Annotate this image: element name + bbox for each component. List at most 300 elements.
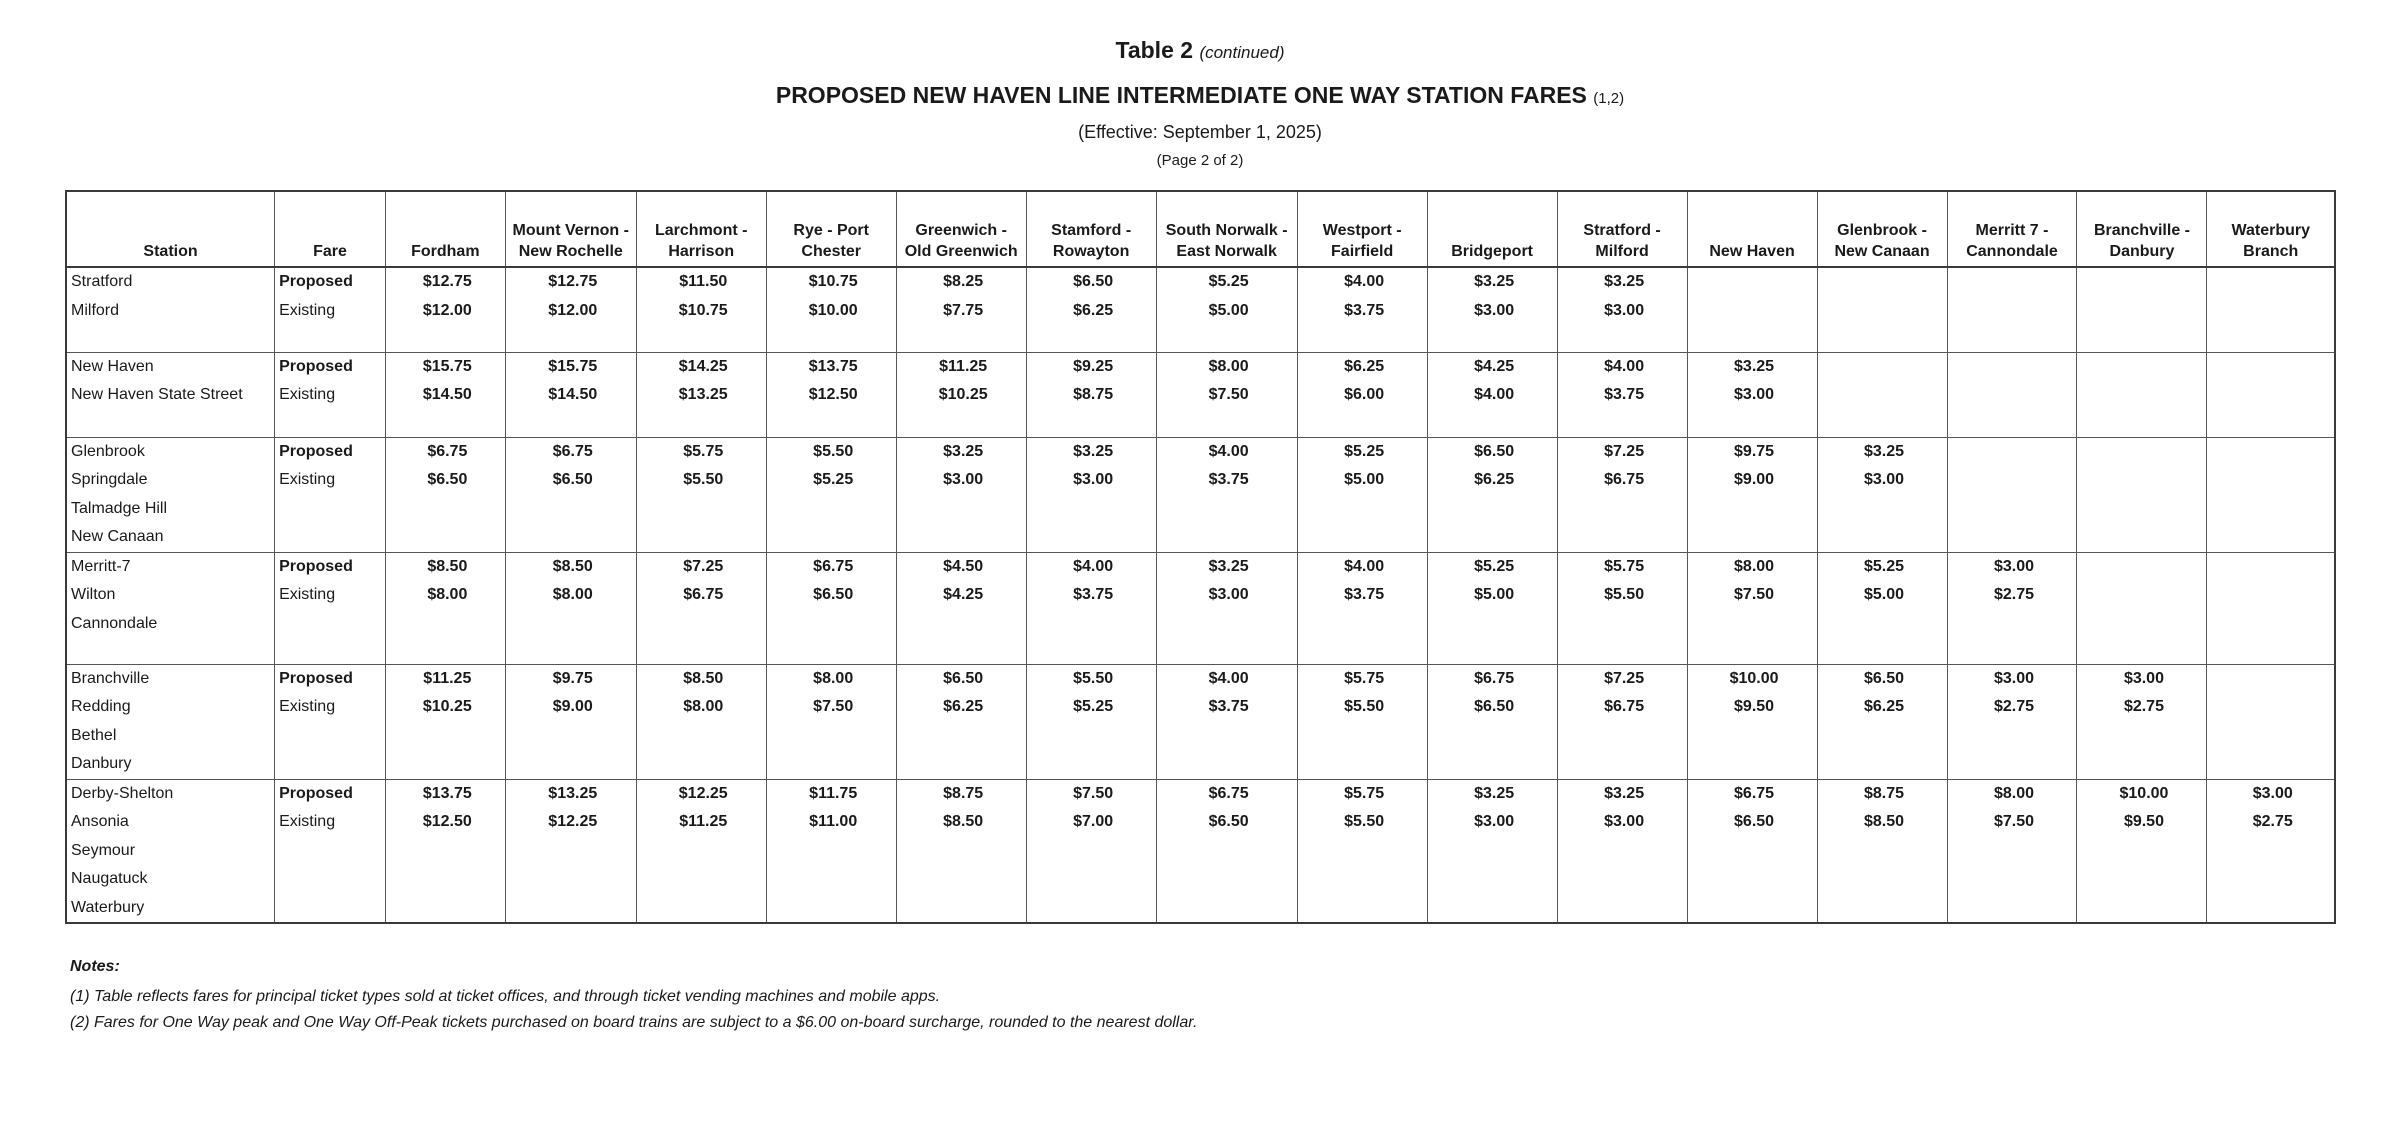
proposed-fare: $12.75 (548, 273, 598, 290)
notes (70, 954, 1197, 1036)
column-header: Bridgeport (1427, 191, 1557, 267)
proposed-fare: $8.50 (427, 557, 468, 575)
fare-type-label: Proposed (279, 784, 353, 802)
proposed-fare: $7.50 (1073, 784, 1114, 802)
proposed-fare: $3.25 (1208, 557, 1249, 575)
proposed-fare: $5.25 (1344, 442, 1385, 460)
table-header (0, 34, 2400, 173)
fare-value-cell (636, 437, 766, 552)
fare-type-cell (275, 779, 386, 923)
fare-value-cell (1817, 352, 1947, 437)
existing-fare: $3.00 (1208, 586, 1249, 603)
existing-fare: $3.75 (1344, 301, 1385, 319)
station-name: Derby-Shelton (71, 784, 174, 802)
proposed-fare: $8.50 (683, 669, 724, 687)
existing-fare: $6.75 (1604, 471, 1645, 488)
existing-fare: $4.25 (943, 586, 984, 603)
existing-fare: $3.00 (1604, 301, 1645, 319)
proposed-fare: $7.25 (683, 557, 724, 575)
existing-fare: $5.25 (1073, 698, 1114, 715)
existing-fare: $5.50 (1344, 698, 1385, 715)
existing-fare (2081, 381, 2206, 410)
fare-value-cell (1026, 664, 1156, 779)
fare-value-cell (766, 552, 896, 664)
proposed-fare: $4.25 (1474, 357, 1515, 375)
existing-fare: $6.50 (552, 471, 593, 488)
proposed-fare (2081, 353, 2206, 382)
existing-fare: $6.00 (1344, 386, 1385, 403)
fare-value-cell (1947, 552, 2077, 664)
column-header: Glenbrook - New Canaan (1817, 191, 1947, 267)
existing-fare: $3.00 (1474, 813, 1515, 830)
fare-type-label: Proposed (279, 442, 353, 460)
fare-value-cell (1947, 352, 2077, 437)
proposed-fare: $3.00 (1993, 669, 2035, 687)
station-name: New Canaan (71, 528, 164, 545)
column-header: Merritt 7 - Cannondale (1947, 191, 2077, 267)
proposed-fare: $4.00 (1073, 557, 1114, 575)
existing-fare: $13.25 (678, 386, 728, 403)
fare-type-label: Proposed (279, 557, 353, 575)
fare-value-cell (896, 267, 1026, 352)
fare-type-label: Proposed (279, 357, 353, 375)
column-header: Stamford - Rowayton (1026, 191, 1156, 267)
proposed-fare: $8.75 (943, 784, 984, 802)
table-number: Table 2 (1115, 37, 1194, 63)
proposed-fare: $6.75 (1208, 784, 1249, 802)
proposed-fare (2211, 438, 2334, 467)
existing-fare: $6.25 (943, 698, 984, 715)
fare-value-cell (1026, 552, 1156, 664)
fare-value-cell (636, 664, 766, 779)
existing-fare: $5.50 (683, 471, 724, 488)
existing-fare: $3.75 (1073, 586, 1114, 603)
station-cell (66, 552, 275, 664)
fare-value-cell (1557, 352, 1687, 437)
fare-value-cell (1156, 552, 1297, 664)
fare-value-cell (2077, 664, 2207, 779)
notes-heading: Notes: (70, 958, 120, 975)
proposed-fare: $6.75 (427, 442, 468, 460)
fare-value-cell (1557, 779, 1687, 923)
existing-fare: $6.25 (1073, 301, 1114, 319)
fare-type-label: Proposed (279, 669, 353, 687)
fare-value-cell (896, 437, 1026, 552)
existing-fare: $7.50 (1734, 586, 1775, 603)
table-title-text: PROPOSED NEW HAVEN LINE INTERMEDIATE ONE WAY STATION FARES (775, 82, 1587, 108)
station-name: Cannondale (71, 614, 158, 632)
proposed-fare: $5.50 (813, 442, 854, 460)
fares-table (65, 190, 2336, 924)
existing-fare: $6.50 (427, 471, 468, 488)
proposed-fare (2081, 438, 2206, 467)
proposed-fare: $9.75 (552, 669, 593, 687)
effective-date: (Effective: September 1, 2025) (1078, 122, 1322, 142)
column-header: Waterbury Branch (2207, 191, 2335, 267)
existing-fare: $12.25 (548, 813, 598, 830)
existing-fare: $3.75 (1344, 586, 1385, 603)
footnote-refs: (1,2) (1593, 90, 1625, 107)
fare-value-cell (1687, 267, 1817, 352)
existing-fare: $6.75 (683, 586, 724, 603)
column-header: Westport - Fairfield (1297, 191, 1427, 267)
existing-fare: $6.50 (813, 586, 854, 603)
fare-group-row (66, 267, 2335, 352)
column-header: Greenwich - Old Greenwich (896, 191, 1026, 267)
proposed-fare: $3.25 (943, 442, 984, 460)
existing-fare: $5.00 (1864, 586, 1905, 603)
proposed-fare: $4.00 (1208, 442, 1249, 460)
station-name: Merritt-7 (71, 557, 131, 575)
station-name: Branchville (71, 669, 150, 687)
fare-type-label: Existing (279, 698, 336, 715)
proposed-fare: $6.50 (1864, 669, 1905, 687)
column-header: New Haven (1687, 191, 1817, 267)
fare-value-cell (1687, 552, 1817, 664)
existing-fare: $2.75 (2123, 698, 2164, 715)
column-header: Fare (275, 191, 386, 267)
fare-value-cell (636, 552, 766, 664)
proposed-fare (2211, 353, 2334, 382)
fare-type-cell (275, 267, 386, 352)
fare-value-cell (1817, 779, 1947, 923)
proposed-fare: $6.50 (1474, 442, 1515, 460)
proposed-fare: $9.25 (1073, 357, 1114, 375)
existing-fare: $6.25 (1474, 471, 1515, 488)
existing-fare (2081, 466, 2206, 495)
proposed-fare: $7.25 (1604, 669, 1645, 687)
fare-type-label: Existing (279, 386, 336, 403)
fare-value-cell (505, 267, 636, 352)
proposed-fare: $12.75 (422, 273, 472, 290)
column-header: Station (66, 191, 275, 267)
fare-value-cell (896, 779, 1026, 923)
fare-value-cell (766, 779, 896, 923)
station-cell (66, 267, 275, 352)
proposed-fare: $3.00 (2123, 669, 2164, 687)
existing-fare (2211, 466, 2334, 495)
fare-value-cell (1297, 437, 1427, 552)
existing-fare: $7.00 (1073, 813, 1114, 830)
existing-fare: $14.50 (422, 386, 472, 403)
existing-fare: $6.50 (1734, 813, 1775, 830)
existing-fare: $3.75 (1208, 471, 1249, 488)
proposed-fare: $7.25 (1604, 442, 1645, 460)
fare-value-cell (385, 352, 505, 437)
fare-value-cell (766, 664, 896, 779)
fare-type-cell (275, 437, 386, 552)
fares-body (66, 267, 2335, 923)
column-header: Rye - Port Chester (766, 191, 896, 267)
column-header: Mount Vernon - New Rochelle (505, 191, 636, 267)
proposed-fare: $14.25 (678, 357, 728, 375)
existing-fare: $9.50 (1734, 698, 1775, 715)
existing-fare (1822, 297, 1947, 326)
existing-fare: $4.00 (1474, 386, 1515, 403)
proposed-fare: $5.50 (1073, 669, 1114, 687)
existing-fare: $6.50 (1208, 813, 1249, 830)
proposed-fare: $11.25 (423, 669, 472, 687)
fare-value-cell (2207, 437, 2335, 552)
existing-fare: $5.25 (813, 471, 854, 488)
station-name: Ansonia (71, 813, 129, 830)
existing-fare: $5.50 (1604, 586, 1645, 603)
existing-fare: $12.50 (808, 386, 858, 403)
fare-value-cell (636, 267, 766, 352)
proposed-fare: $15.75 (422, 357, 472, 375)
fare-value-cell (1687, 352, 1817, 437)
fare-value-cell (1557, 552, 1687, 664)
column-header: Stratford - Milford (1557, 191, 1687, 267)
fare-value-cell (766, 352, 896, 437)
proposed-fare: $15.75 (548, 357, 598, 375)
existing-fare (2211, 581, 2334, 610)
fare-value-cell (505, 437, 636, 552)
fare-value-cell (1557, 664, 1687, 779)
fare-value-cell (1817, 267, 1947, 352)
proposed-fare: $3.25 (1604, 273, 1645, 290)
existing-fare: $11.00 (809, 813, 858, 830)
proposed-fare: $3.00 (2252, 784, 2293, 802)
fare-value-cell (2077, 437, 2207, 552)
existing-fare: $10.00 (808, 301, 858, 319)
fare-value-cell (1026, 267, 1156, 352)
header-row (66, 191, 2335, 267)
fare-value-cell (1947, 267, 2077, 352)
proposed-fare: $6.75 (1474, 669, 1515, 687)
fare-value-cell (896, 352, 1026, 437)
existing-fare: $5.50 (1344, 813, 1385, 830)
fare-value-cell (505, 352, 636, 437)
fare-type-label: Existing (279, 586, 336, 603)
note-2: (2) Fares for One Way peak and One Way Off-Peak tickets purchased on board trains are subject to a $6.00 on-board surcharge, rounded to the nearest dollar. (70, 1014, 1198, 1031)
existing-fare (2081, 297, 2206, 326)
existing-fare: $2.75 (1993, 698, 2035, 715)
fare-value-cell (1156, 352, 1297, 437)
fare-value-cell (2077, 352, 2207, 437)
station-name: Milford (71, 301, 120, 319)
existing-fare: $8.00 (683, 698, 724, 715)
proposed-fare: $10.00 (1729, 669, 1779, 687)
existing-fare: $5.00 (1474, 586, 1515, 603)
proposed-fare (1952, 268, 2077, 297)
existing-fare: $6.75 (1604, 698, 1645, 715)
proposed-fare (2211, 268, 2334, 297)
proposed-fare: $3.25 (1864, 442, 1905, 460)
existing-fare: $5.00 (1344, 471, 1385, 488)
existing-fare (2081, 581, 2206, 610)
existing-fare: $7.50 (1208, 386, 1249, 403)
fare-value-cell (385, 437, 505, 552)
existing-fare (1952, 381, 2077, 410)
existing-fare (1952, 466, 2077, 495)
fare-value-cell (2207, 664, 2335, 779)
station-name: Springdale (71, 471, 148, 488)
fare-type-label: Existing (279, 813, 336, 830)
existing-fare: $6.25 (1864, 698, 1905, 715)
fare-group-row (66, 779, 2335, 923)
station-cell (66, 437, 275, 552)
existing-fare: $3.75 (1208, 698, 1249, 715)
proposed-fare: $6.50 (1073, 273, 1114, 290)
existing-fare: $12.50 (422, 813, 472, 830)
fare-type-cell (275, 352, 386, 437)
existing-fare: $8.00 (552, 586, 593, 603)
fare-value-cell (1427, 779, 1557, 923)
existing-fare (1952, 297, 2077, 326)
fare-value-cell (1297, 779, 1427, 923)
table-label (0, 34, 2400, 69)
fare-value-cell (1687, 437, 1817, 552)
station-cell (66, 352, 275, 437)
page-number: (Page 2 of 2) (1156, 152, 1244, 169)
proposed-fare (1952, 438, 2077, 467)
proposed-fare: $4.00 (1604, 357, 1645, 375)
proposed-fare: $4.00 (1344, 557, 1385, 575)
fare-value-cell (896, 664, 1026, 779)
fare-value-cell (1687, 664, 1817, 779)
fare-value-cell (505, 664, 636, 779)
proposed-fare: $11.50 (679, 273, 728, 290)
proposed-fare: $3.25 (1474, 273, 1515, 290)
proposed-fare: $5.75 (1344, 669, 1385, 687)
proposed-fare: $12.25 (678, 784, 728, 802)
fare-value-cell (2207, 352, 2335, 437)
fare-value-cell (1687, 779, 1817, 923)
fare-value-cell (1297, 267, 1427, 352)
note-1: (1) Table reflects fares for principal ticket types sold at ticket offices, and through ticket vending machines and mobile apps. (70, 988, 941, 1005)
fare-value-cell (1297, 552, 1427, 664)
existing-fare: $9.00 (1734, 471, 1775, 488)
station-name: Danbury (71, 755, 132, 772)
proposed-fare: $3.00 (1993, 557, 2035, 575)
existing-fare: $12.00 (548, 301, 598, 319)
proposed-fare: $6.75 (552, 442, 593, 460)
fare-value-cell (1427, 267, 1557, 352)
fare-type-cell (275, 664, 386, 779)
proposed-fare: $8.75 (1864, 784, 1905, 802)
station-name: Stratford (71, 273, 133, 290)
fare-value-cell (385, 664, 505, 779)
continued-label: (continued) (1199, 43, 1285, 62)
fare-value-cell (1947, 437, 2077, 552)
station-name: Wilton (71, 586, 116, 603)
proposed-fare: $13.25 (548, 784, 598, 802)
existing-fare: $10.25 (422, 698, 472, 715)
proposed-fare: $6.75 (813, 557, 854, 575)
fare-value-cell (1817, 664, 1947, 779)
station-name: Naugatuck (71, 870, 148, 887)
proposed-fare: $8.50 (552, 557, 593, 575)
fare-value-cell (896, 552, 1026, 664)
fare-value-cell (505, 779, 636, 923)
fare-value-cell (2077, 779, 2207, 923)
fare-group-row (66, 664, 2335, 779)
proposed-fare: $5.75 (1344, 784, 1385, 802)
existing-fare: $7.75 (943, 301, 984, 319)
proposed-fare: $10.75 (808, 273, 858, 290)
existing-fare: $3.00 (943, 471, 984, 488)
existing-fare: $10.75 (678, 301, 728, 319)
fare-value-cell (1427, 437, 1557, 552)
existing-fare: $14.50 (548, 386, 598, 403)
fare-value-cell (766, 437, 896, 552)
fare-value-cell (1947, 664, 2077, 779)
proposed-fare: $4.00 (1208, 669, 1249, 687)
station-name: Waterbury (71, 898, 145, 916)
station-cell (66, 779, 275, 923)
proposed-fare: $8.00 (1734, 557, 1775, 575)
existing-fare (2211, 693, 2334, 722)
fare-value-cell (1156, 267, 1297, 352)
station-name: New Haven (71, 357, 154, 375)
proposed-fare: $5.25 (1864, 557, 1905, 575)
proposed-fare: $11.75 (809, 784, 858, 802)
fare-value-cell (2077, 267, 2207, 352)
existing-fare (2211, 381, 2334, 410)
fare-value-cell (385, 552, 505, 664)
fare-value-cell (2207, 779, 2335, 923)
column-header: Larchmont - Harrison (636, 191, 766, 267)
existing-fare: $6.50 (1474, 698, 1515, 715)
existing-fare: $8.50 (1864, 813, 1905, 830)
fare-value-cell (2077, 552, 2207, 664)
existing-fare: $11.25 (679, 813, 728, 830)
fare-type-label: Proposed (279, 273, 353, 290)
fare-group-row (66, 437, 2335, 552)
proposed-fare (2081, 268, 2206, 297)
proposed-fare: $3.25 (1474, 784, 1515, 802)
proposed-fare: $8.00 (1993, 784, 2035, 802)
table-title (0, 77, 2400, 117)
existing-fare: $8.50 (943, 813, 984, 830)
fare-value-cell (1026, 352, 1156, 437)
existing-fare: $3.75 (1604, 386, 1645, 403)
proposed-fare: $5.25 (1474, 557, 1515, 575)
station-name: Seymour (71, 841, 136, 859)
proposed-fare: $4.00 (1344, 273, 1385, 290)
fare-group-row (66, 552, 2335, 664)
fare-value-cell (1427, 664, 1557, 779)
fare-value-cell (1427, 552, 1557, 664)
fare-value-cell (1947, 779, 2077, 923)
existing-fare (1692, 297, 1817, 326)
proposed-fare: $10.00 (2119, 784, 2169, 802)
fare-value-cell (2207, 552, 2335, 664)
proposed-fare: $13.75 (808, 357, 858, 375)
existing-fare: $3.00 (1474, 301, 1515, 319)
proposed-fare: $6.25 (1344, 357, 1385, 375)
fare-value-cell (1026, 437, 1156, 552)
fare-value-cell (1156, 437, 1297, 552)
existing-fare: $8.00 (427, 586, 468, 603)
existing-fare: $9.00 (552, 698, 593, 715)
fare-value-cell (1557, 267, 1687, 352)
proposed-fare: $5.75 (1604, 557, 1645, 575)
fare-value-cell (636, 352, 766, 437)
fare-value-cell (636, 779, 766, 923)
proposed-fare: $6.75 (1734, 784, 1775, 802)
existing-fare: $7.50 (1993, 813, 2035, 830)
fare-value-cell (1156, 664, 1297, 779)
proposed-fare (1822, 268, 1947, 297)
proposed-fare (1822, 353, 1947, 382)
proposed-fare: $6.50 (943, 669, 984, 687)
proposed-fare: $3.25 (1604, 784, 1645, 802)
fare-value-cell (385, 779, 505, 923)
proposed-fare: $8.00 (1208, 357, 1249, 375)
fare-type-cell (275, 552, 386, 664)
